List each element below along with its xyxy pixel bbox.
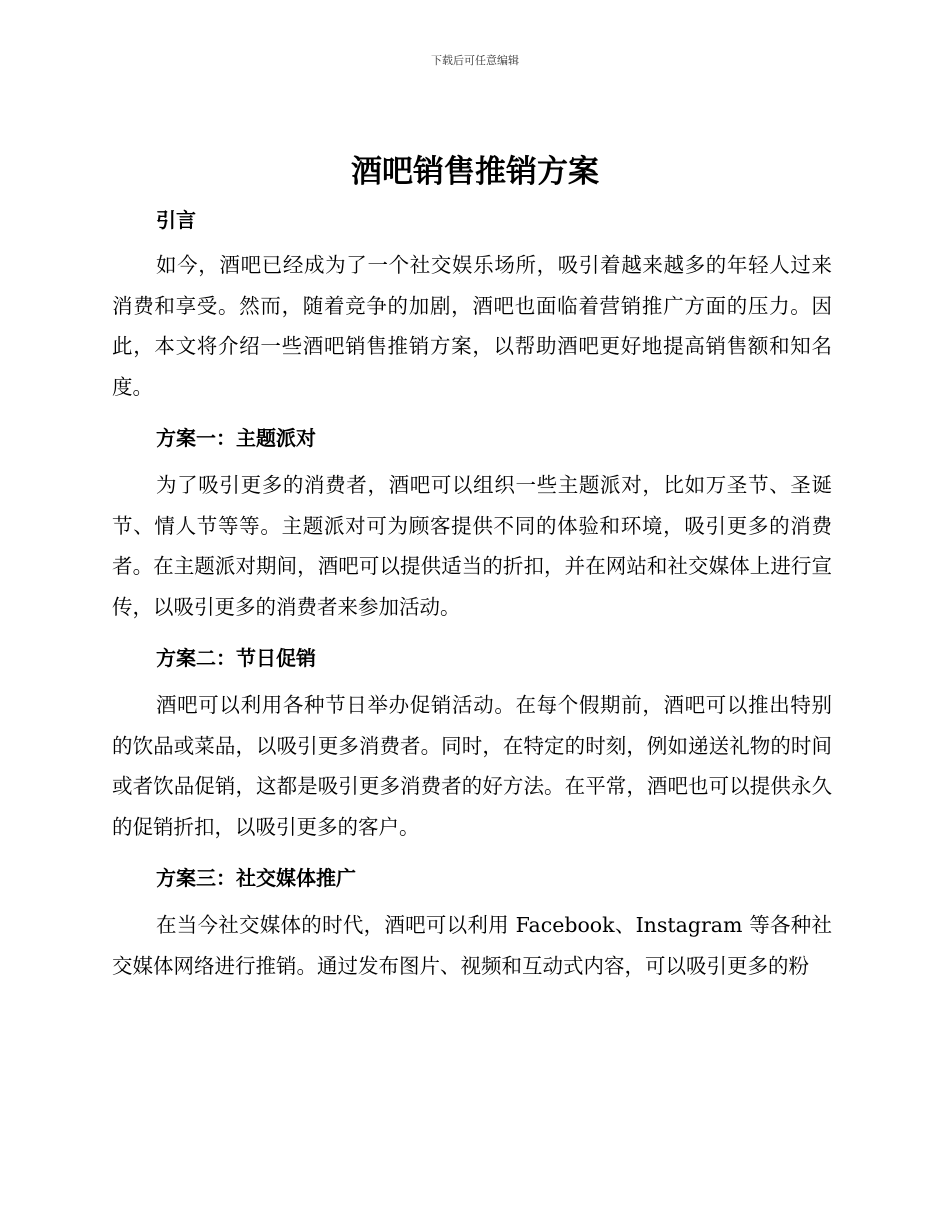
paragraph-intro: 如今，酒吧已经成为了一个社交娱乐场所，吸引着越来越多的年轻人过来消费和享受。然而，随着竞争的加剧，酒吧也面临着营销推广方面的压力。因此，本文将介绍一些酒吧销售推销方案，以帮助酒吧更好地提高销售额和知名度。: [112, 253, 832, 399]
paragraph-plan-1: 为了吸引更多的消费者，酒吧可以组织一些主题派对，比如万圣节、圣诞节、情人节等等。主题派对可为顾客提供不同的体验和环境，吸引更多的消费者。在主题派对期间，酒吧可以提供适当的折扣，并在网站和社交媒体上进行宣传，以吸引更多的消费者来参加活动。: [112, 473, 832, 619]
page-header: 下载后可任意编辑: [431, 54, 519, 67]
section-heading-plan-1: 方案一：主题派对: [156, 426, 316, 450]
document-title: 酒吧销售推销方案: [351, 154, 599, 190]
paragraph-plan-2: 酒吧可以利用各种节日举办促销活动。在每个假期前，酒吧可以推出特别的饮品或菜品，以吸引更多消费者。同时，在特定的时刻，例如递送礼物的时间或者饮品促销，这都是吸引更多消费者的好方法。在平常，酒吧也可以提供永久的促销折扣，以吸引更多的客户。: [112, 693, 832, 839]
section-heading-plan-2: 方案二：节日促销: [156, 646, 316, 670]
paragraph-plan-3: 在当今社交媒体的时代，酒吧可以利用 Facebook、Instagram 等各种社交媒体网络进行推销。通过发布图片、视频和互动式内容，可以吸引更多的粉: [112, 913, 832, 978]
document-body: [112, 203, 832, 1000]
section-heading-plan-3: 方案三：社交媒体推广: [156, 866, 356, 890]
section-heading-intro: 引言: [156, 208, 196, 232]
